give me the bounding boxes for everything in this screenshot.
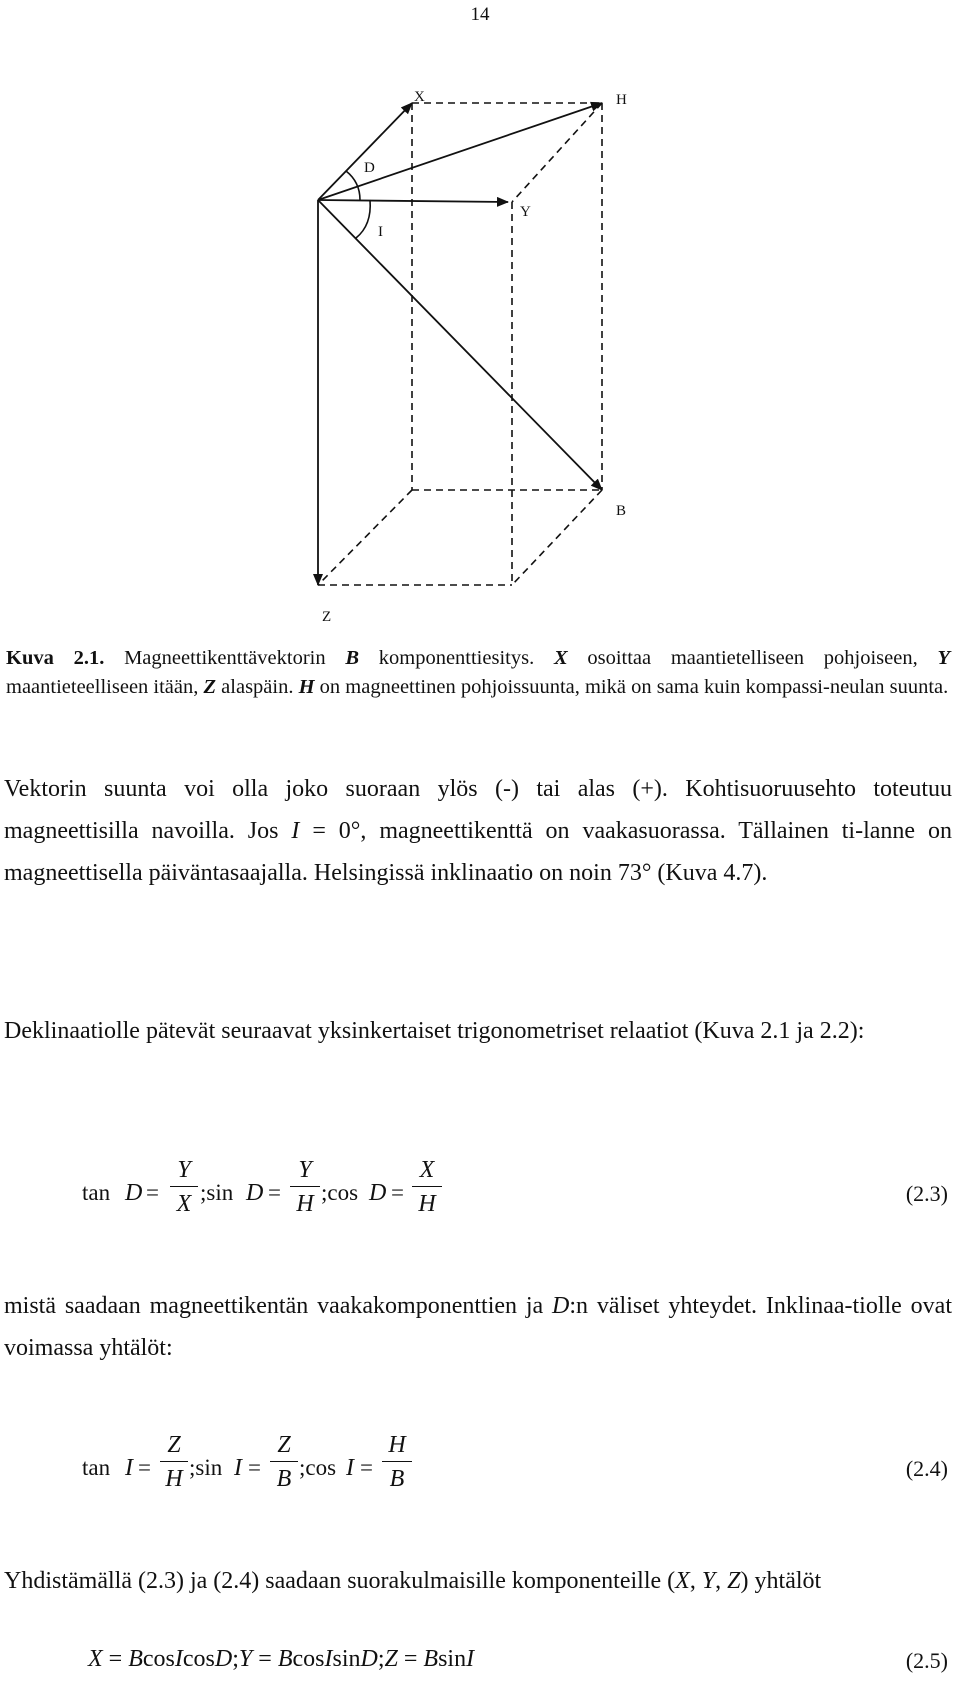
fraction-z-over-h: Z H bbox=[160, 1430, 188, 1494]
magnetic-field-vector-diagram bbox=[0, 0, 960, 630]
label-h: H bbox=[616, 92, 627, 108]
label-d: D bbox=[364, 160, 375, 176]
paragraph-declination: Deklinaatiolle pätevät seuraavat yksinkertaiset trigonometriset relaatiot (Kuva 2.1 ja 2.2): bbox=[4, 1018, 865, 1044]
vector-h-arrow bbox=[318, 103, 602, 200]
angle-d-arc bbox=[346, 171, 360, 200]
label-b: B bbox=[616, 503, 627, 519]
equation-2-5: X = BcosIcosD;Y = BcosIsinD;Z = BsinI (2.5) bbox=[88, 1646, 948, 1673]
vector-arrows bbox=[318, 103, 602, 585]
fraction-y-over-x: Y X bbox=[170, 1155, 198, 1219]
page-number: 14 bbox=[470, 4, 490, 25]
paragraph-rectangular-components: Yhdistämällä (2.3) ja (2.4) saadaan suorakulmaisille komponenteille (X, Y, Z) yhtälöt bbox=[4, 1568, 822, 1594]
vector-b-arrow bbox=[318, 200, 602, 490]
label-x: X bbox=[414, 89, 425, 105]
caption-prefix: Kuva 2.1. bbox=[6, 647, 105, 669]
fraction-h-over-b: H B bbox=[382, 1430, 412, 1494]
figure-caption: Kuva 2.1. Magneettikenttävektorin B komponenttiesitys. X osoittaa maantietelliseen pohjoiseen, Y maantieteelliseen itään, Z alaspäin. H on magneettinen pohjoissuunta, mikä on sama kuin kompassi-neulan suunta. bbox=[6, 647, 950, 698]
label-y: Y bbox=[520, 204, 531, 220]
vector-x-arrow bbox=[318, 103, 412, 200]
label-i: I bbox=[378, 224, 383, 240]
equation-number-2-5: (2.5) bbox=[905, 1648, 948, 1673]
paragraph-inclination: Vektorin suunta voi olla joko suoraan ylös (-) tai alas (+). Kohtisuoruusehto toteutuu magneettisilla navoilla. Jos I = 0°, magneettikenttä on vaakasuorassa. Tällainen ti-lanne on magneettisella päiväntasaajalla. Helsingissä inklinaatio on noin 73° (Kuva 4.7). bbox=[4, 776, 952, 886]
equation-2-3: tan D = Y X ;sin D = Y H ;cos D = X H (2.3) bbox=[82, 1157, 948, 1217]
equation-2-4: tan I = Z H ;sin I = Z B ;cos I = H B (2.4) bbox=[82, 1432, 948, 1492]
paragraph-horizontal-components: mistä saadaan magneettikentän vaakakomponenttien ja D:n väliset yhteydet. Inklinaa-tiolle ovat voimassa yhtälöt: bbox=[4, 1293, 952, 1361]
fraction-z-over-b: Z B bbox=[270, 1430, 298, 1494]
vector-y-arrow bbox=[318, 200, 508, 202]
equation-number-2-3: (2.3) bbox=[905, 1181, 948, 1206]
fraction-x-over-h: X H bbox=[412, 1155, 442, 1219]
angle-i-arc bbox=[356, 200, 370, 238]
fraction-y-over-h: Y H bbox=[290, 1155, 320, 1219]
label-z: Z bbox=[322, 609, 332, 625]
equation-number-2-4: (2.4) bbox=[905, 1456, 948, 1481]
